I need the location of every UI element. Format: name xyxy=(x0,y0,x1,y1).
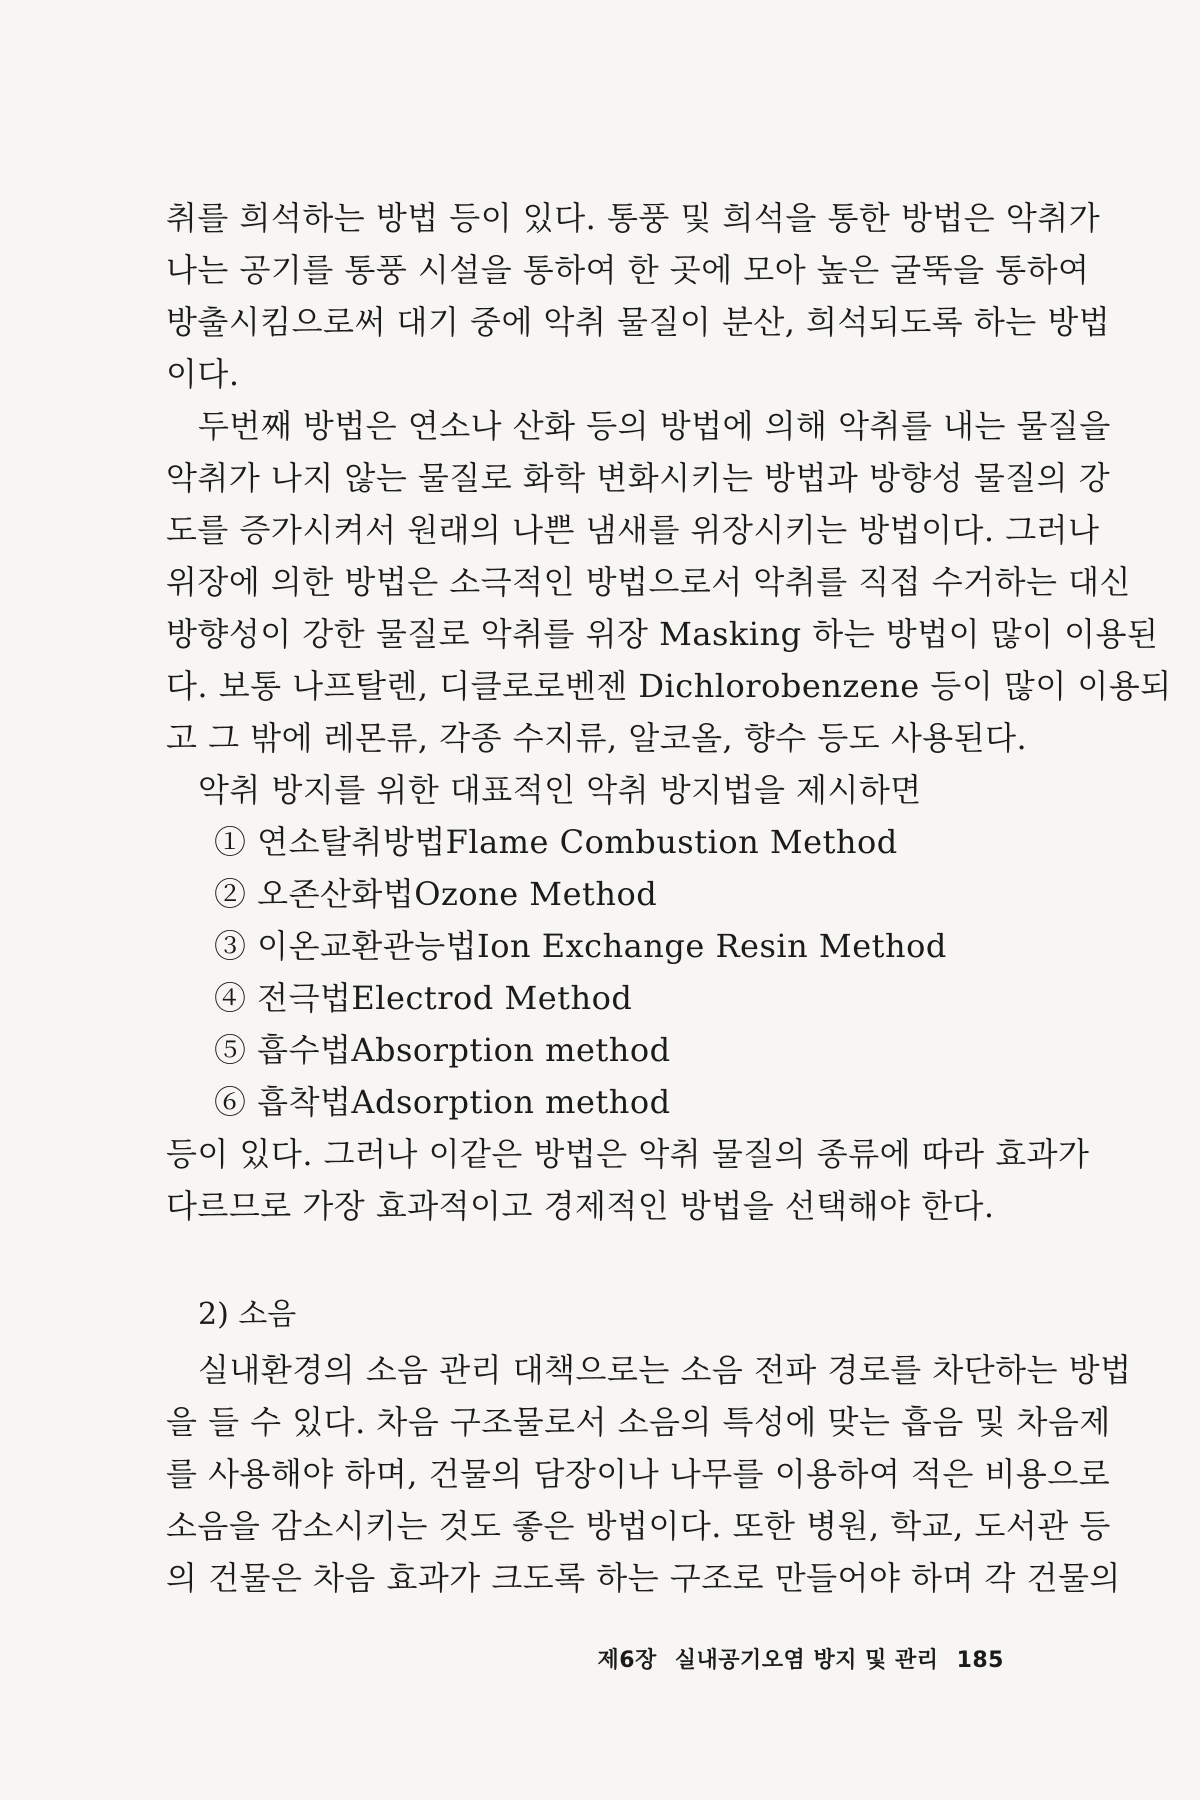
text-line: 두번째 방법은 연소나 산화 등의 방법에 의해 악취를 내는 물질을 xyxy=(198,407,1111,445)
chapter-title: 실내공기오염 방지 및 관리 xyxy=(674,1648,939,1673)
text-line: 방향성이 강한 물질로 악취를 위장 Masking 하는 방법이 많이 이용된 xyxy=(166,615,1159,653)
text-line: 취를 희석하는 방법 등이 있다. 통풍 및 희석을 통한 방법은 악취가 xyxy=(166,199,1101,237)
text-line: 를 사용해야 하며, 건물의 담장이나 나무를 이용하여 적은 비용으로 xyxy=(166,1455,1111,1493)
list-item: ① 연소탈취방법Flame Combustion Method xyxy=(214,823,898,861)
text-line: 을 들 수 있다. 차음 구조물로서 소음의 특성에 맞는 흡음 및 차음제 xyxy=(166,1403,1111,1441)
text-line: 실내환경의 소음 관리 대책으로는 소음 전파 경로를 차단하는 방법 xyxy=(198,1351,1132,1389)
text-line: 나는 공기를 통풍 시설을 통하여 한 곳에 모아 높은 굴뚝을 통하여 xyxy=(166,251,1090,289)
list-item: ⑤ 흡수법Absorption method xyxy=(214,1031,671,1069)
text-line: 도를 증가시켜서 원래의 나쁜 냄새를 위장시키는 방법이다. 그러나 xyxy=(166,511,1100,549)
text-line: 의 건물은 차음 효과가 크도록 하는 구조로 만들어야 하며 각 건물의 xyxy=(166,1559,1121,1597)
text-line: 이다. xyxy=(166,355,240,393)
paragraph-5 xyxy=(166,1344,1132,1604)
text-line: 악취 방지를 위한 대표적인 악취 방지법을 제시하면 xyxy=(198,771,922,809)
text-line: 다. 보통 나프탈렌, 디클로로벤젠 Dichlorobenzene 등이 많이 이용되 xyxy=(166,667,1172,705)
paragraph-4 xyxy=(166,1128,1090,1232)
list-item: ⑥ 흡착법Adsorption method xyxy=(214,1083,671,1121)
text-line: 방출시킴으로써 대기 중에 악취 물질이 분산, 희석되도록 하는 방법 xyxy=(166,303,1111,341)
paragraph-3 xyxy=(166,764,1034,816)
list-item: ③ 이온교환관능법Ion Exchange Resin Method xyxy=(214,927,947,965)
methods-list xyxy=(166,816,1034,1128)
paragraph-1 xyxy=(166,192,1111,400)
page-footer xyxy=(597,1643,1004,1674)
paragraph-2 xyxy=(166,400,1172,764)
text-line: 소음을 감소시키는 것도 좋은 방법이다. 또한 병원, 학교, 도서관 등 xyxy=(166,1507,1111,1545)
text-line: 위장에 의한 방법은 소극적인 방법으로서 악취를 직접 수거하는 대신 xyxy=(166,563,1131,601)
text-line: 다르므로 가장 효과적이고 경제적인 방법을 선택해야 한다. xyxy=(166,1187,995,1225)
list-item: ② 오존산화법Ozone Method xyxy=(214,875,658,913)
text-line: 등이 있다. 그러나 이같은 방법은 악취 물질의 종류에 따라 효과가 xyxy=(166,1135,1090,1173)
text-line: 고 그 밖에 레몬류, 각종 수지류, 알코올, 향수 등도 사용된다. xyxy=(166,719,1028,757)
page-number: 185 xyxy=(956,1648,1004,1673)
list-item: ④ 전극법Electrod Method xyxy=(214,979,633,1017)
chapter-label: 제6장 xyxy=(597,1648,657,1673)
section-heading: 2) 소음 xyxy=(198,1297,297,1332)
text-line: 악취가 나지 않는 물질로 화학 변화시키는 방법과 방향성 물질의 강 xyxy=(166,459,1111,497)
